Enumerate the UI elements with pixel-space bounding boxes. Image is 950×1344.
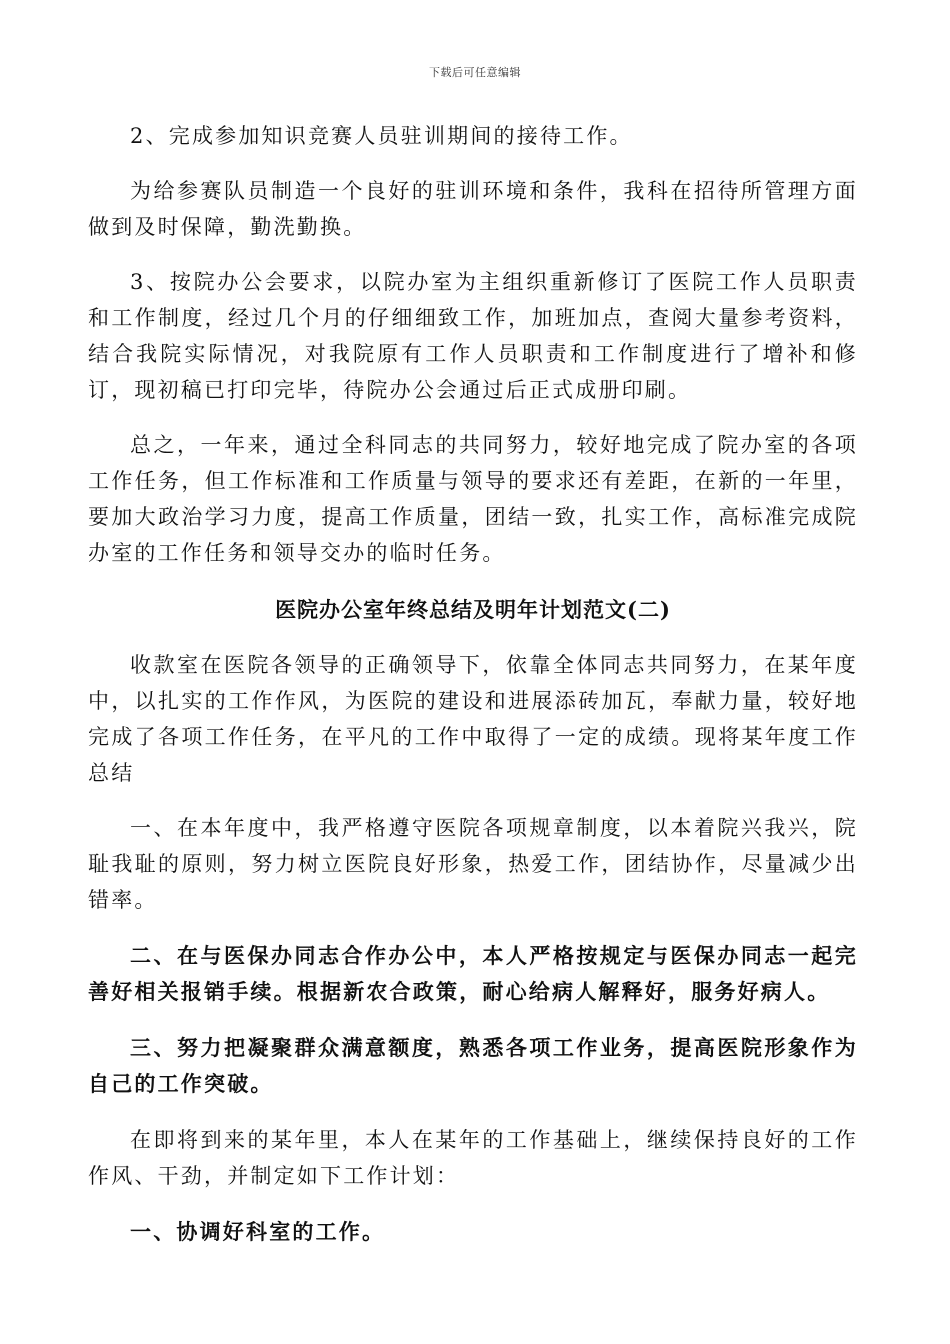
- paragraph-point-3: 三、努力把凝聚群众满意额度，熟悉各项工作业务，提高医院形象作为自己的工作突破。: [88, 1035, 858, 1096]
- paragraph-intro: 收款室在医院各领导的正确领导下，依靠全体同志共同努力，在某年度中，以扎实的工作作风，为医院的建设和进展添砖加瓦，奉献力量，较好地完成了各项工作任务，在平凡的工作中取得了一定的成绩。现将某年度工作总结: [88, 653, 858, 785]
- paragraph-point-1: 一、在本年度中，我严格遵守医院各项规章制度，以本着院兴我兴，院耻我耻的原则，努力树立医院良好形象，热爱工作，团结协作，尽量减少出错率。: [88, 816, 858, 912]
- section-title: 医院办公室年终总结及明年计划范文(二): [275, 597, 671, 622]
- paragraph-plan-intro: 在即将到来的某年里，本人在某年的工作基础上，继续保持良好的工作作风、干劲，并制定如下工作计划：: [88, 1128, 858, 1188]
- document-body: [88, 118, 858, 1250]
- paragraph-environment: 为给参赛队员制造一个良好的驻训环境和条件，我科在招待所管理方面做到及时保障，勤洗勤换。: [88, 179, 858, 239]
- paragraph-plan-1: 一、协调好科室的工作。: [130, 1219, 386, 1244]
- paragraph-summary: 总之，一年来，通过全科同志的共同努力，较好地完成了院办室的各项工作任务，但工作标准和工作质量与领导的要求还有差距，在新的一年里，要加大政治学习力度，提高工作质量，团结一致，扎实工作，高标准完成院办室的工作任务和领导交办的临时任务。: [88, 433, 858, 565]
- paragraph-item-2: 2、完成参加知识竞赛人员驻训期间的接待工作。: [130, 124, 633, 148]
- header-note: 下载后可任意编辑: [429, 66, 521, 79]
- paragraph-point-2: 二、在与医保办同志合作办公中，本人严格按规定与医保办同志一起完善好相关报销手续。根据新农合政策，耐心给病人解释好，服务好病人。: [88, 943, 858, 1004]
- paragraph-item-3: 3、按院办公会要求，以院办室为主组织重新修订了医院工作人员职责和工作制度，经过几个月的仔细细致工作，加班加点，查阅大量参考资料，结合我院实际情况，对我院原有工作人员职责和工作制度进行了增补和修订，现初稿已打印完毕，待院办公会通过后正式成册印刷。: [88, 270, 858, 402]
